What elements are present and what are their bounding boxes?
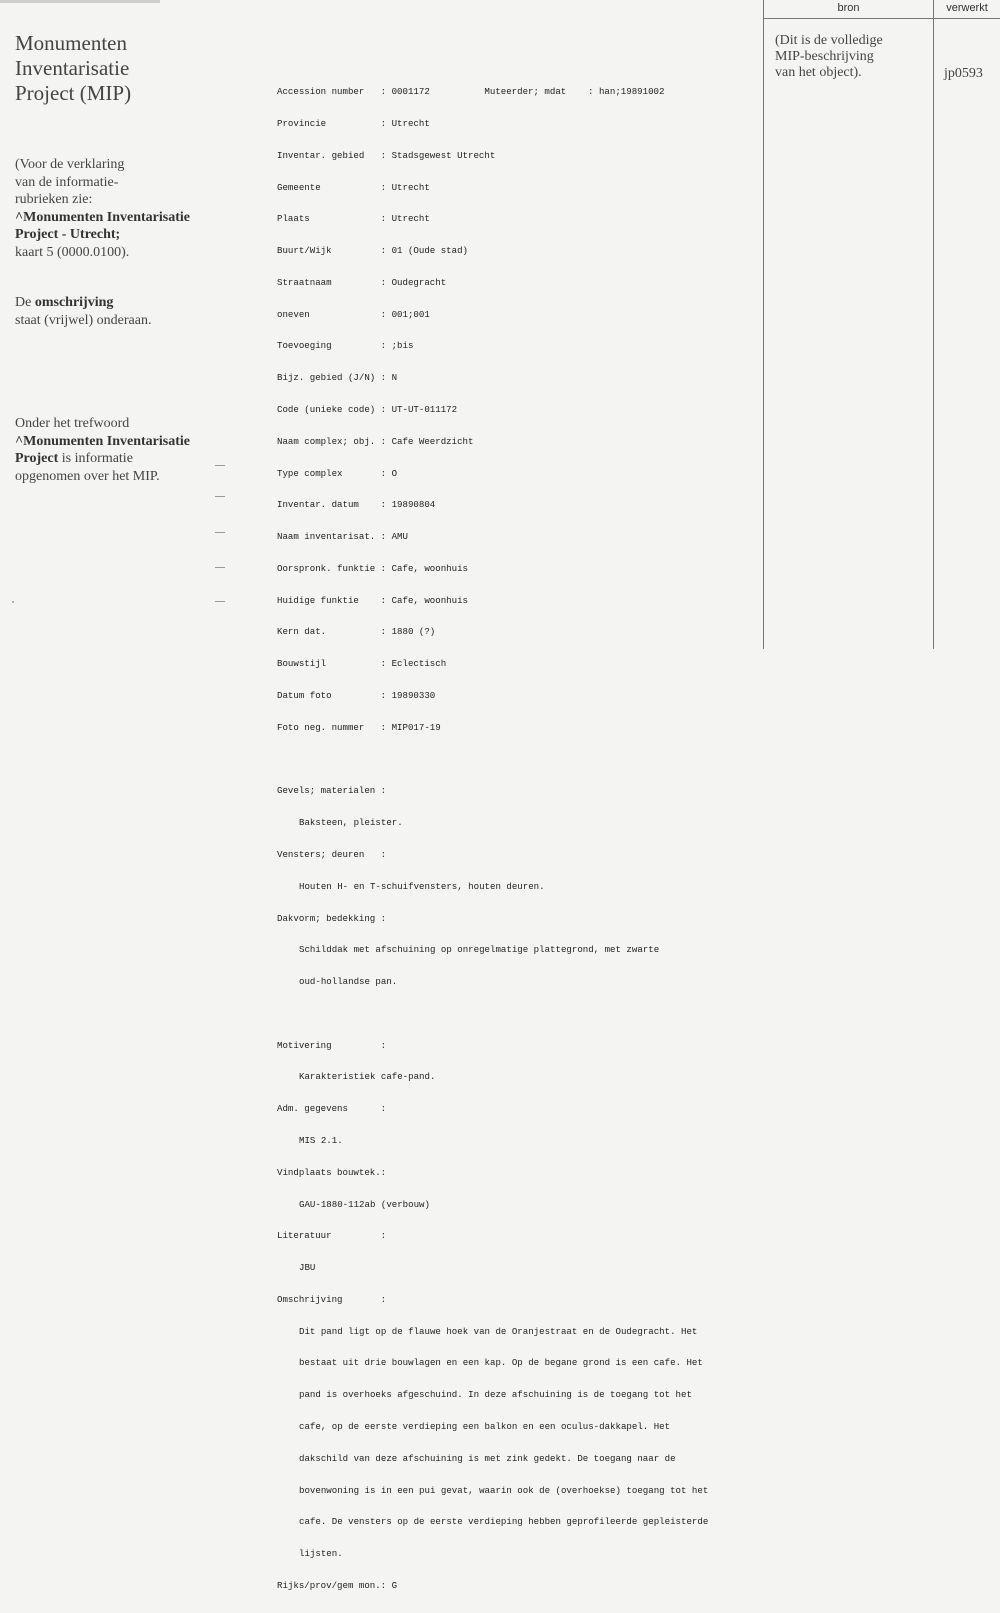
record-field: Type complex : O [277,467,398,479]
note-line: (Voor de verklaring [15,157,125,172]
keyword-text: Project [15,451,59,466]
page-title [15,31,131,106]
margin-tick [215,465,225,466]
gevels-value: Baksteen, pleister. [299,817,403,829]
bron-note [775,33,925,81]
note-line: rubrieken zie: [15,192,93,207]
verwerkt-code: jp0593 [944,66,983,81]
adm-value: MIS 2.1. [299,1134,343,1146]
record-field: Foto neg. nummer : MIP017-19 [277,721,441,733]
record-field: Kern dat. : 1880 (?) [277,626,436,638]
rijks-field: Rijks/prov/gem mon.: G [277,1579,398,1591]
top-rule [0,0,160,3]
gevels-label: Gevels; materialen : [277,785,387,797]
record-field: Provincie : Utrecht [277,117,430,129]
omschrijving-line: dakschild van deze afschuining is met zink gedekt. De toegang naar de [299,1452,676,1464]
record-field: Huidige funktie : Cafe, woonhuis [277,594,468,606]
note-line: opgenomen over het MIP. [15,468,160,484]
dakvorm-label: Dakvorm; bedekking : [277,912,387,924]
explanation-note [15,156,190,261]
header-rule [763,18,1000,19]
title-line: Inventarisatie [15,56,130,80]
literatuur-label: Literatuur : [277,1230,387,1242]
note-line: staat (vrijwel) onderaan. [15,312,152,328]
record-field: Bijz. gebied (J/N) : N [277,372,398,384]
motivering-label: Motivering : [277,1039,387,1051]
note-line: van de informatie- [15,174,119,190]
record-field: Toevoeging : ;bis [277,340,414,352]
omschrijving-line: pand is overhoeks afgeschuind. In deze afschuining is de toegang tot het [299,1389,692,1401]
description-note [15,294,151,329]
record-field: Straatnaam : Oudegracht [277,276,447,288]
spacer [277,1009,747,1020]
title-line: Monumenten [15,31,127,55]
omschrijving-line: lijsten. [299,1548,343,1560]
record-field: Code (unieke code) : UT-UT-011172 [277,404,458,415]
record-field: Bouwstijl : Eclectisch [277,658,447,670]
motivering-value: Karakteristiek cafe-pand. [299,1071,436,1083]
note-line: kaart 5 (0000.0100). [15,244,130,260]
bron-line: MIP-beschrijving [775,49,874,64]
omschrijving-line: Dit pand ligt op de flauwe hoek van de Oranjestraat en de Oudegracht. Het [299,1325,698,1337]
record-field: Oorspronk. funktie : Cafe, woonhuis [277,562,468,574]
record-field: Naam complex; obj. : Cafe Weerdzicht [277,435,474,447]
column-divider [763,0,764,649]
record-field: Datum foto : 19890330 [277,690,436,702]
note-line: Onder het trefwoord [15,416,130,431]
bron-header: bron [837,2,860,14]
note-bold: omschrijving [34,295,114,310]
spacer [277,755,747,766]
vensters-label: Vensters; deuren : [277,848,387,860]
speck [12,601,14,603]
record-field: Inventar. datum : 19890804 [277,499,436,511]
verwerkt-header: verwerkt [946,2,988,14]
omschrijving-line: bestaat uit drie bouwlagen en een kap. Op de begane grond is een cafe. Het [299,1357,703,1369]
record-field: Inventar. gebied : Stadsgewest Utrecht [277,149,496,161]
reference-link-text: Project - Utrecht; [15,227,121,242]
omschrijving-line: cafe, op de eerste verdieping een balkon en een oculus-dakkapel. Het [299,1421,671,1432]
bron-line: (Dit is de volledige [775,33,883,48]
record-field: oneven : 001;001 [277,308,430,320]
mip-record [277,66,747,1613]
title-line: Project (MIP) [15,81,132,105]
record-field: Plaats : Utrecht [277,213,430,225]
record-field: Naam inventarisat. : AMU [277,531,408,543]
omschrijving-line: cafe. De vensters op de eerste verdieping hebben geprofileerde gepleisterde [299,1516,709,1528]
dakvorm-value: Schilddak met afschuining op onregelmatige plattegrond, met zwarte [299,944,660,956]
margin-tick [215,532,225,533]
reference-link-text: ^Monumenten Inventarisatie [15,209,190,225]
column-divider [933,0,934,649]
bron-line: van het object). [775,65,862,80]
margin-tick [215,567,225,568]
keyword-note [15,415,190,485]
adm-label: Adm. gegevens : [277,1103,387,1115]
omschrijving-label: Omschrijving : [277,1293,387,1305]
keyword-text: ^Monumenten Inventarisatie [15,433,190,449]
record-field: Accession number : 0001172 Muteerder; mdat : han;19891002 [277,86,665,98]
record-field: Gemeente : Utrecht [277,181,430,193]
margin-tick [215,496,225,497]
vindplaats-value: GAU-1880-112ab (verbouw) [299,1198,430,1210]
vensters-value: Houten H- en T-schuifvensters, houten deuren. [299,880,545,892]
note-text: De [15,295,35,310]
note-text: is informatie [58,451,133,466]
record-field: Buurt/Wijk : 01 (Oude stad) [277,245,468,257]
margin-tick [215,601,225,602]
vindplaats-label: Vindplaats bouwtek.: [277,1166,387,1178]
literatuur-value: JBU [299,1262,316,1274]
omschrijving-line: bovenwoning is in een pui gevat, waarin ook de (overhoekse) toegang tot het [299,1484,709,1496]
dakvorm-value: oud-hollandse pan. [299,976,398,988]
